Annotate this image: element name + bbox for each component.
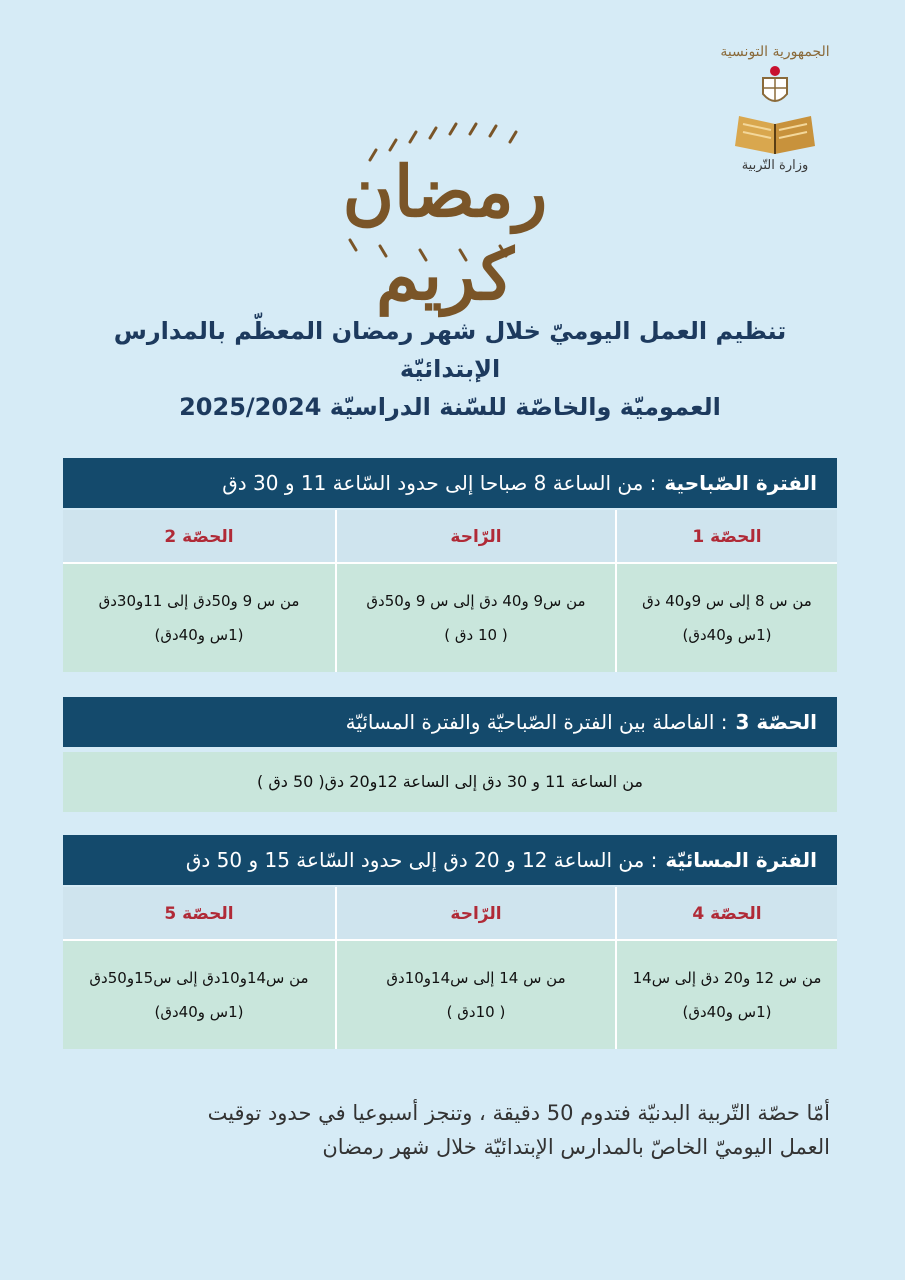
- afternoon-break-time-range: من س 14 إلى س14و10دق: [386, 969, 566, 987]
- session-5-duration: (1س و40دق): [154, 1003, 244, 1021]
- session-4-header: الحصّة 4: [615, 887, 837, 941]
- session-1-time-range: من س 8 إلى س 9و40 دق: [642, 592, 812, 610]
- afternoon-break-header: الرّاحة: [335, 887, 615, 941]
- afternoon-break-time: [335, 941, 615, 1049]
- morning-break-header: الرّاحة: [335, 510, 615, 564]
- physical-education-note: [60, 1096, 830, 1164]
- afternoon-period-header: [63, 835, 837, 885]
- session-2-header: الحصّة 2: [63, 510, 335, 564]
- ministry-logo: [715, 44, 835, 173]
- morning-break-time: [335, 564, 615, 672]
- session-2-duration: (1س و40دق): [154, 626, 244, 644]
- morning-period-label: الفترة الصّباحية: [664, 471, 817, 495]
- session-4-duration: (1س و40دق): [682, 1003, 772, 1021]
- session-1-time: [615, 564, 837, 672]
- session-4-time: [615, 941, 837, 1049]
- note-line-1: أمّا حصّة التّربية البدنيّة فتدوم 50 دقيقة ، وتنجز أسبوعيا في حدود توقيت: [207, 1101, 830, 1125]
- ramadan-kareem-calligraphy: [310, 120, 580, 316]
- coat-of-arms-icon: [755, 64, 795, 112]
- open-book-icon: [733, 114, 817, 156]
- session-2-time: [63, 564, 335, 672]
- session-5-time: [63, 941, 335, 1049]
- session-1-header: الحصّة 1: [615, 510, 837, 564]
- page-title: [60, 312, 840, 426]
- session-4-time-range: من س 12 و20 دق إلى س14: [632, 969, 822, 987]
- afternoon-period-label: الفترة المسائيّة: [665, 848, 817, 872]
- session-3-label: الحصّة 3: [735, 710, 817, 734]
- session-5-header: الحصّة 5: [63, 887, 335, 941]
- session-2-time-range: من س 9 و50دق إلى 11و30دق: [98, 592, 300, 610]
- morning-header-row: [63, 510, 837, 564]
- session-5-time-range: من س14و10دق إلى س15و50دق: [89, 969, 309, 987]
- morning-schedule-table: [63, 510, 837, 672]
- afternoon-break-duration: ( 10دق ): [446, 1003, 506, 1021]
- morning-break-duration: ( 10 دق ): [444, 626, 508, 644]
- title-line-1: تنظيم العمل اليوميّ خلال شهر رمضان المعظّم بالمدارس الإبتدائيّة: [113, 317, 787, 383]
- midday-break-time: من الساعة 11 و 30 دق إلى الساعة 12و20 دق( 50 دق ): [63, 752, 837, 812]
- afternoon-schedule-table: [63, 887, 837, 1049]
- republic-label: الجمهورية التونسية: [720, 44, 830, 60]
- session-1-duration: (1س و40دق): [682, 626, 772, 644]
- ramadan-kareem-text: رمضان كريم: [342, 150, 548, 316]
- ministry-label: وزارة التّربية: [741, 158, 809, 173]
- morning-period-range: : من الساعة 8 صباحا إلى حدود السّاعة 11 و 30 دق: [222, 471, 657, 495]
- afternoon-time-row: [63, 941, 837, 1049]
- afternoon-header-row: [63, 887, 837, 941]
- midday-break-header: [63, 697, 837, 747]
- title-line-2: العموميّة والخاصّة للسّنة الدراسيّة 2025/2024: [179, 393, 721, 421]
- midday-break-description: : الفاصلة بين الفترة الصّباحيّة والفترة المسائيّة: [345, 710, 728, 734]
- afternoon-period-range: : من الساعة 12 و 20 دق إلى حدود السّاعة 15 و 50 دق: [185, 848, 658, 872]
- morning-time-row: [63, 564, 837, 672]
- morning-break-time-range: من س9 و40 دق إلى س 9 و50دق: [366, 592, 586, 610]
- note-line-2: العمل اليوميّ الخاصّ بالمدارس الإبتدائيّة خلال شهر رمضان: [322, 1135, 830, 1159]
- morning-period-header: [63, 458, 837, 508]
